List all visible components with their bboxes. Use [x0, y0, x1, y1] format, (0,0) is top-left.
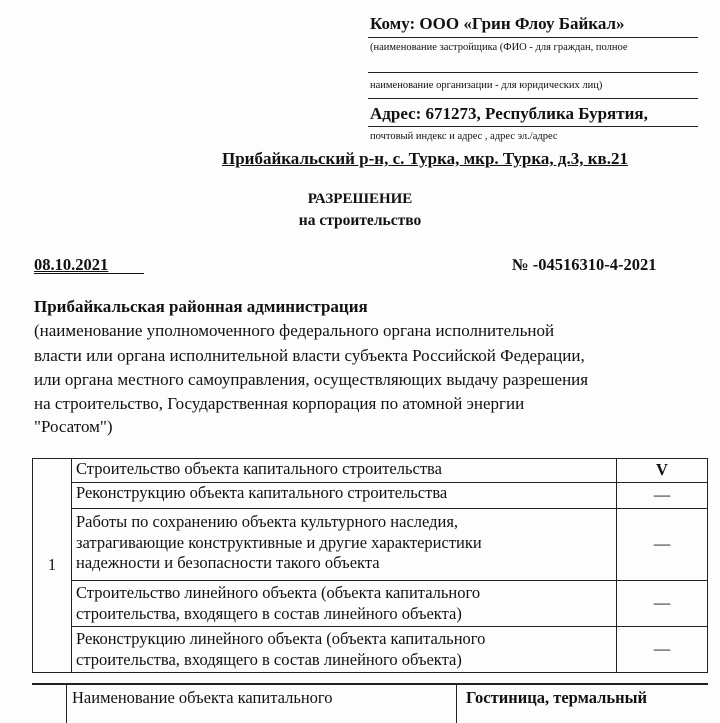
row-text: Строительство линейного объекта (объекта капитального [76, 583, 481, 602]
authority-desc-line: власти или органа исполнительной власти субъекта Российской Федерации, [34, 346, 585, 365]
section-number-cell: 1 [33, 459, 72, 673]
row-mark-cell: — [617, 627, 708, 673]
row-text: строительства, входящего в состав линейного объекта) [76, 649, 462, 669]
divider [368, 72, 698, 73]
permit-date: 08.10.2021 [34, 255, 109, 274]
row-text-cell [72, 627, 617, 673]
recipient-address-line-2: Прибайкальский р-н, с. Турка, мкр. Турка, д.3, кв.21 [222, 149, 628, 168]
column-line [456, 683, 457, 723]
object-name-value: Гостиница, термальный [466, 688, 648, 707]
row-text-cell [72, 509, 617, 581]
object-name-label: Наименование объекта капитального [72, 688, 333, 707]
row-text-cell [72, 581, 617, 627]
row-text: Работы по сохранению объекта культурного наследия, [76, 512, 459, 531]
row-text: затрагивающие конструктивные и другие характеристики [76, 532, 482, 552]
document-subtitle: на строительство [298, 212, 422, 229]
row-mark-cell: — [617, 581, 708, 627]
row-mark-cell: — [617, 483, 708, 509]
authority-name: Прибайкальская районная администрация [34, 297, 368, 316]
section-divider [32, 683, 708, 685]
recipient-hint-1: (наименование застройщика (ФИО - для граждан, полное [370, 42, 628, 53]
row-text: Строительство объекта капитального строительства [76, 459, 442, 478]
table-row [33, 459, 708, 483]
permit-type-table [32, 458, 708, 673]
row-text-cell [72, 459, 617, 483]
table-row [33, 483, 708, 509]
row-text: Реконструкцию линейного объекта (объекта капитального [76, 629, 486, 648]
authority-desc-line: (наименование уполномоченного федерального органа исполнительной [34, 321, 555, 340]
divider [368, 126, 698, 127]
recipient-to-line: Кому: ООО «Грин Флоу Байкал» [370, 14, 625, 33]
row-text: Реконструкцию объекта капитального строительства [76, 483, 448, 502]
table-row [33, 627, 708, 673]
divider [368, 98, 698, 99]
authority-desc-line: или органа местного самоуправления, осуществляющих выдачу разрешения [34, 370, 589, 389]
divider [368, 37, 698, 38]
row-text: строительства, входящего в состав линейного объекта) [76, 603, 462, 623]
authority-desc-line: "Росатом") [34, 417, 113, 436]
recipient-address-line: Адрес: 671273, Республика Бурятия, [370, 104, 648, 123]
table-row [33, 509, 708, 581]
row-mark-cell: — [617, 509, 708, 581]
document-title: РАЗРЕШЕНИЕ [307, 191, 413, 207]
row-mark-cell: V [617, 459, 708, 483]
recipient-address-hint: почтовый индекс и адрес , адрес эл./адрес [370, 131, 558, 142]
column-line [66, 683, 67, 723]
row-text-cell [72, 483, 617, 509]
date-underline [34, 273, 144, 274]
table-row [33, 581, 708, 627]
row-text: надежности и безопасности такого объекта [76, 553, 380, 572]
authority-desc-line: на строительство, Государственная корпорация по атомной энергии [34, 394, 525, 413]
permit-number: № -04516310-4-2021 [512, 255, 657, 274]
recipient-hint-2: наименование организации - для юридических лиц) [370, 80, 603, 91]
